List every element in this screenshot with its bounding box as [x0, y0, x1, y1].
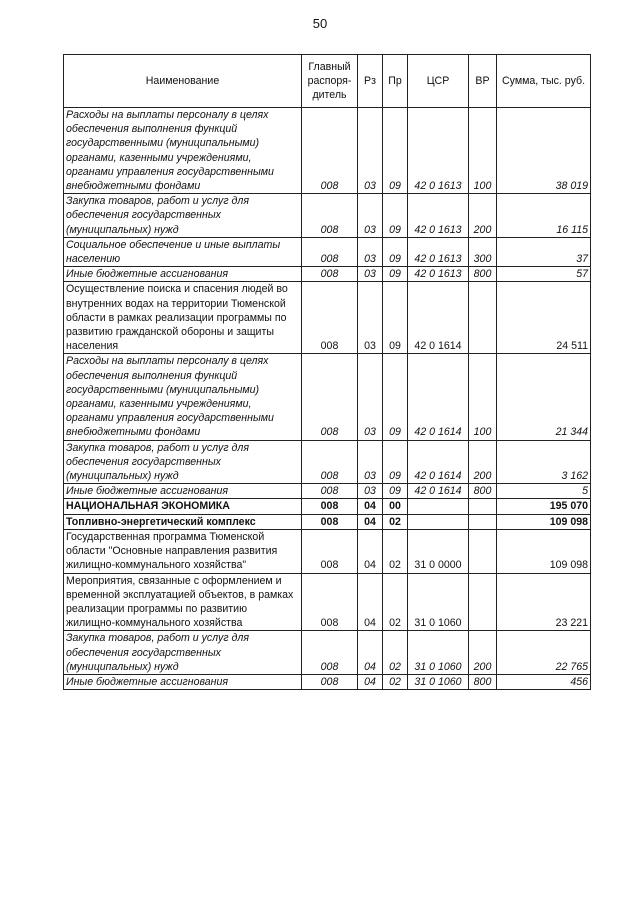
cell-name: Закупка товаров, работ и услуг для обеспечения государственных (муниципальных) нужд	[64, 194, 302, 238]
cell-vr: 800	[469, 267, 497, 282]
cell-pr: 02	[383, 529, 408, 573]
cell-sum: 37	[497, 237, 591, 266]
cell-name: Государственная программа Тюменской области "Основные направления развития жилищно-коммунального хозяйства"	[64, 529, 302, 573]
cell-name: Расходы на выплаты персоналу в целях обеспечения выполнения функций государственными (муниципальными) органами, казенными учреждениями, органами управления государственными внебюджетными фондами	[64, 108, 302, 194]
cell-glavny: 008	[302, 514, 358, 529]
header-sum: Сумма, тыс. руб.	[497, 55, 591, 108]
header-name: Наименование	[64, 55, 302, 108]
page-number: 50	[312, 16, 328, 31]
header-rz: Рз	[358, 55, 383, 108]
cell-pr: 09	[383, 282, 408, 354]
table-row	[64, 631, 591, 675]
cell-sum: 195 070	[497, 499, 591, 514]
cell-vr: 300	[469, 237, 497, 266]
cell-csr: 42 0 1613	[408, 108, 469, 194]
cell-vr: 200	[469, 440, 497, 484]
cell-glavny: 008	[302, 267, 358, 282]
cell-glavny: 008	[302, 499, 358, 514]
cell-name: Иные бюджетные ассигнования	[64, 674, 302, 689]
cell-vr	[469, 514, 497, 529]
cell-rz: 04	[358, 529, 383, 573]
cell-csr: 31 0 1060	[408, 674, 469, 689]
cell-rz: 03	[358, 194, 383, 238]
cell-name: Иные бюджетные ассигнования	[64, 484, 302, 499]
cell-vr: 800	[469, 484, 497, 499]
cell-pr: 09	[383, 267, 408, 282]
cell-sum: 57	[497, 267, 591, 282]
cell-sum: 38 019	[497, 108, 591, 194]
cell-vr	[469, 499, 497, 514]
header-vr: ВР	[469, 55, 497, 108]
cell-rz: 03	[358, 108, 383, 194]
cell-sum: 23 221	[497, 573, 591, 631]
header-pr: Пр	[383, 55, 408, 108]
cell-sum: 24 511	[497, 282, 591, 354]
cell-pr: 09	[383, 194, 408, 238]
cell-rz: 04	[358, 631, 383, 675]
cell-pr: 09	[383, 484, 408, 499]
table-row	[64, 194, 591, 238]
cell-rz: 03	[358, 354, 383, 440]
cell-pr: 09	[383, 108, 408, 194]
cell-vr	[469, 573, 497, 631]
cell-vr: 100	[469, 354, 497, 440]
cell-pr: 02	[383, 631, 408, 675]
table-header-row	[64, 55, 591, 108]
cell-sum: 22 765	[497, 631, 591, 675]
header-csr: ЦСР	[408, 55, 469, 108]
cell-name: Расходы на выплаты персоналу в целях обеспечения выполнения функций государственными (муниципальными) органами, казенными учреждениями, органами управления государственными внебюджетными фондами	[64, 354, 302, 440]
cell-glavny: 008	[302, 529, 358, 573]
cell-sum: 21 344	[497, 354, 591, 440]
table-row	[64, 108, 591, 194]
cell-glavny: 008	[302, 631, 358, 675]
cell-sum: 456	[497, 674, 591, 689]
cell-vr: 200	[469, 194, 497, 238]
table-row	[64, 514, 591, 529]
cell-name: Осуществление поиска и спасения людей во внутренних водах на территории Тюменской области в рамках реализации программы по развитию гражданской обороны и защиты населения	[64, 282, 302, 354]
cell-vr: 200	[469, 631, 497, 675]
cell-name: Иные бюджетные ассигнования	[64, 267, 302, 282]
table-row	[64, 237, 591, 266]
cell-pr: 02	[383, 573, 408, 631]
table-row	[64, 354, 591, 440]
cell-sum: 109 098	[497, 529, 591, 573]
cell-name: Топливно-энергетический комплекс	[64, 514, 302, 529]
cell-pr: 09	[383, 354, 408, 440]
cell-glavny: 008	[302, 237, 358, 266]
budget-table	[63, 54, 591, 690]
cell-csr: 42 0 1614	[408, 354, 469, 440]
cell-sum: 109 098	[497, 514, 591, 529]
cell-csr: 42 0 1614	[408, 484, 469, 499]
cell-glavny: 008	[302, 674, 358, 689]
cell-rz: 03	[358, 267, 383, 282]
table-row	[64, 573, 591, 631]
cell-csr	[408, 499, 469, 514]
cell-sum: 3 162	[497, 440, 591, 484]
cell-glavny: 008	[302, 440, 358, 484]
cell-vr: 100	[469, 108, 497, 194]
table-row	[64, 440, 591, 484]
table-row	[64, 484, 591, 499]
cell-rz: 03	[358, 484, 383, 499]
table-row	[64, 529, 591, 573]
cell-csr: 42 0 1613	[408, 267, 469, 282]
cell-csr: 31 0 1060	[408, 631, 469, 675]
cell-glavny: 008	[302, 354, 358, 440]
table-row	[64, 267, 591, 282]
cell-pr: 00	[383, 499, 408, 514]
cell-vr	[469, 282, 497, 354]
cell-csr: 31 0 0000	[408, 529, 469, 573]
cell-rz: 03	[358, 440, 383, 484]
cell-rz: 04	[358, 573, 383, 631]
header-glavny: Главный распоря-дитель	[302, 55, 358, 108]
cell-csr: 42 0 1613	[408, 194, 469, 238]
cell-glavny: 008	[302, 194, 358, 238]
cell-glavny: 008	[302, 282, 358, 354]
cell-name: Социальное обеспечение и иные выплаты населению	[64, 237, 302, 266]
cell-glavny: 008	[302, 573, 358, 631]
table-row	[64, 499, 591, 514]
cell-pr: 02	[383, 674, 408, 689]
cell-rz: 04	[358, 514, 383, 529]
table-row	[64, 674, 591, 689]
cell-csr: 42 0 1613	[408, 237, 469, 266]
cell-pr: 09	[383, 440, 408, 484]
cell-rz: 04	[358, 674, 383, 689]
cell-csr: 42 0 1614	[408, 440, 469, 484]
cell-pr: 02	[383, 514, 408, 529]
cell-csr: 31 0 1060	[408, 573, 469, 631]
cell-vr: 800	[469, 674, 497, 689]
cell-rz: 03	[358, 282, 383, 354]
cell-glavny: 008	[302, 108, 358, 194]
cell-pr: 09	[383, 237, 408, 266]
cell-csr	[408, 514, 469, 529]
cell-csr: 42 0 1614	[408, 282, 469, 354]
cell-rz: 03	[358, 237, 383, 266]
cell-sum: 16 115	[497, 194, 591, 238]
cell-glavny: 008	[302, 484, 358, 499]
cell-name: Закупка товаров, работ и услуг для обеспечения государственных (муниципальных) нужд	[64, 440, 302, 484]
table-row	[64, 282, 591, 354]
cell-name: Закупка товаров, работ и услуг для обеспечения государственных (муниципальных) нужд	[64, 631, 302, 675]
cell-rz: 04	[358, 499, 383, 514]
cell-sum: 5	[497, 484, 591, 499]
cell-vr	[469, 529, 497, 573]
cell-name: Мероприятия, связанные с оформлением и временной эксплуатацией объектов, в рамках реализации программы по развитию жилищно-коммунального хозяйства	[64, 573, 302, 631]
cell-name: НАЦИОНАЛЬНАЯ ЭКОНОМИКА	[64, 499, 302, 514]
